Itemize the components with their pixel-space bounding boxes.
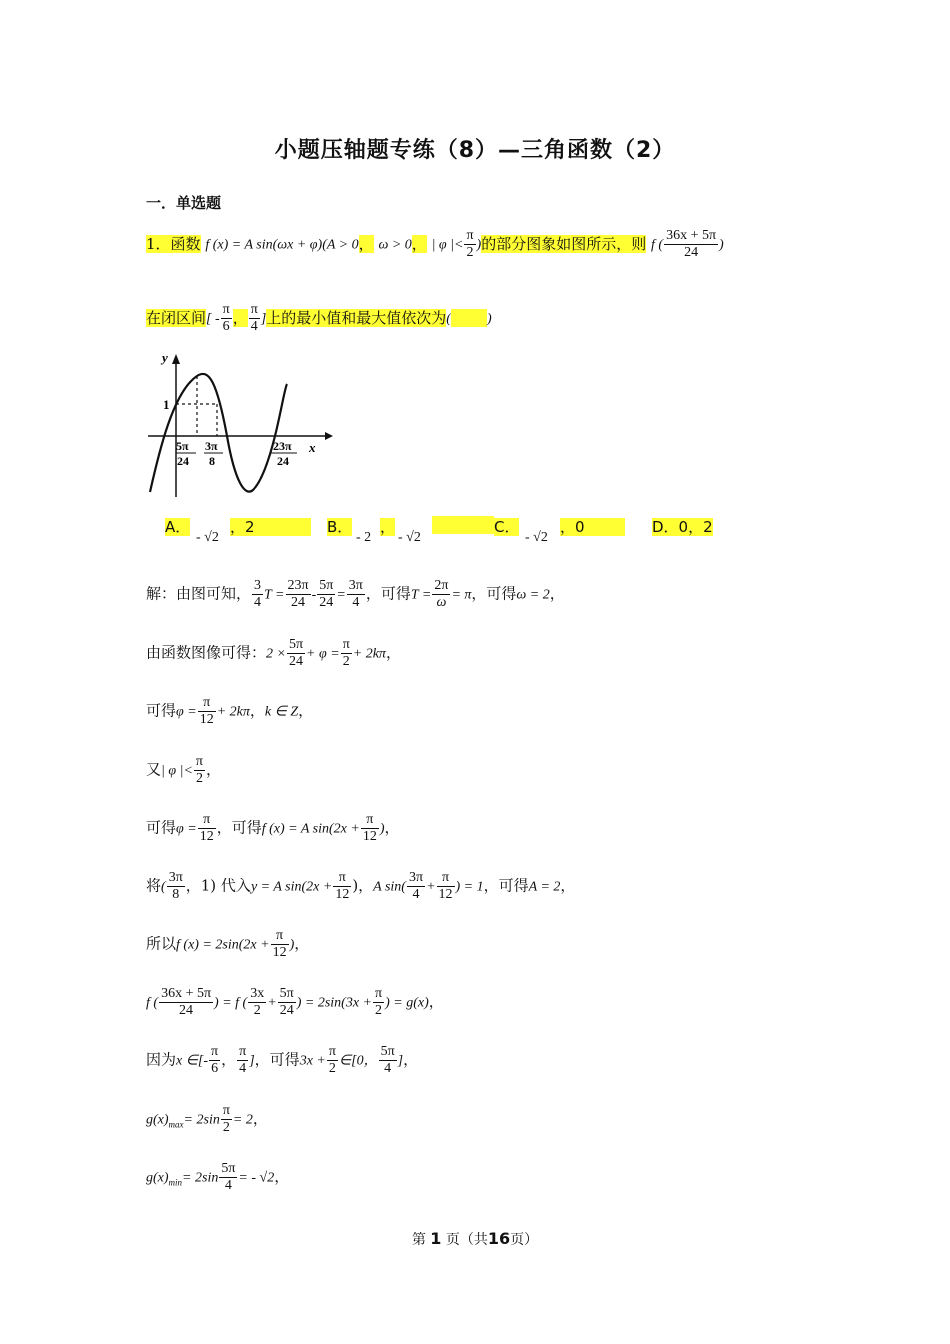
x-axis-label: x — [309, 440, 316, 455]
solution-line-4: 又| φ |< $\frac{\pi}{2}$ ， — [146, 754, 221, 786]
solution-line-6: 将( $\frac{3\pi}{8}$ ，1) 代入y = A sin(2x + $\frac{\pi}{12}$ )，A sin( $\frac{3\pi}{4}$ + $\frac{\pi}{12}$ ) = 1，可得A = 2， — [146, 870, 576, 902]
question-mid: 的部分图象如图所示，则 — [481, 234, 647, 253]
option-b-val2: - √2 — [398, 530, 421, 545]
page-title: 小题压轴题专练（8）—三角函数（2） — [274, 138, 676, 163]
question-line-1: 1．函数 f (x) = A sin(ωx + φ)(A > 0， ω > 0， | φ |< $\frac{\pi}{2}$ )的部分图象如图所示，则 f ( $\frac{36x + 5\pi}{24}$ ) — [146, 228, 724, 260]
option-c-val2: ，0 — [560, 516, 625, 537]
tick2-den: 8 — [209, 454, 215, 468]
sine-graph — [145, 352, 335, 502]
tick1-den: 24 — [177, 454, 189, 468]
phi-cond: | φ |< — [431, 237, 464, 253]
section-heading: 一．单选题 — [146, 194, 222, 212]
solution-line-9: 因为x ∈[- $\frac{\pi}{6}$ ， $\frac{\pi}{4}$ ]，可得3x + $\frac{\pi}{2}$ ∈[0， $\frac{5\pi}{4}$ ]， — [146, 1044, 419, 1076]
solution-line-3: 可得φ = $\frac{\pi}{12}$ + 2kπ，k ∈ Z， — [146, 695, 314, 727]
solution-line-11: $g(x)_{min}= 2\sin$ $\frac{5\pi}{4}$ = - √2， — [146, 1161, 290, 1193]
option-a-val1: - √2 — [196, 530, 219, 545]
current-page: 1 — [430, 1229, 442, 1248]
phi-frac: $\frac{\pi}{2}$ — [466, 228, 474, 260]
function-def: f (x) = A sin(ωx + φ)(A > 0 — [205, 237, 359, 253]
question-number: 1． — [146, 234, 171, 253]
y-axis-arrow — [172, 354, 180, 364]
option-a-val2: ，2 — [230, 516, 311, 537]
solution-line-1: 解：由图可知， $\frac{3}{4}$ T = $\frac{23\pi}{24}$ - $\frac{5\pi}{24}$ = $\frac{3\pi}{4}$ ，可得T = $\frac{2\pi}{\omega}$ = π，可得ω = 2， — [146, 578, 565, 610]
option-b-val1: - 2 — [356, 530, 372, 545]
tick3-den: 24 — [277, 454, 289, 468]
tick1-num: 5π — [176, 439, 189, 453]
solution-line-5: 可得φ = $\frac{\pi}{12}$ ，可得f (x) = A sin(2x + $\frac{\pi}{12}$ )， — [146, 812, 400, 844]
page-footer: 第 1 页（共16页） — [411, 1229, 539, 1248]
omega-cond: ω > 0 — [378, 237, 412, 253]
option-d[interactable]: D．0，2 — [652, 518, 713, 536]
tick2-num: 3π — [205, 439, 218, 453]
f-arg-frac: $\frac{36x + 5\pi}{24}$ — [666, 228, 717, 260]
question-prefix: 函数 — [170, 234, 201, 253]
option-c[interactable]: C． — [494, 518, 520, 536]
option-b[interactable]: B． — [327, 518, 353, 536]
option-b-fill — [432, 516, 494, 534]
solution-line-8: f ( $\frac{36x + 5\pi}{24}$ ) = f ( $\frac{3x}{2}$ + $\frac{5\pi}{24}$ ) = 2sin(3x + $\frac{\pi}{2}$ ) = g(x)， — [146, 986, 444, 1018]
x-axis-arrow — [325, 432, 333, 440]
total-pages: 16 — [487, 1229, 511, 1248]
one-label: 1 — [163, 397, 170, 412]
solution-line-10: $g(x)_{max}= 2\sin$ $\frac{\pi}{2}$ = 2， — [146, 1103, 268, 1135]
question-line-2: 在闭区间[ - $\frac{\pi}{6}$ ， $\frac{\pi}{4}$ ]上的最小值和最大值依次为( ) — [146, 302, 492, 334]
solution-line-2: 由函数图像可得：2 × $\frac{5\pi}{24}$ + φ = $\frac{\pi}{2}$ + 2kπ， — [146, 637, 401, 669]
option-c-val1: - √2 — [525, 530, 548, 545]
solution-line-7: 所以f (x) = 2sin(2x + $\frac{\pi}{12}$ )， — [146, 928, 310, 960]
sine-curve — [150, 374, 287, 492]
option-a[interactable]: A． — [165, 518, 191, 536]
option-b-sep: ， — [380, 518, 396, 536]
tick3-num: 23π — [273, 439, 292, 453]
y-axis-label: y — [162, 352, 168, 365]
